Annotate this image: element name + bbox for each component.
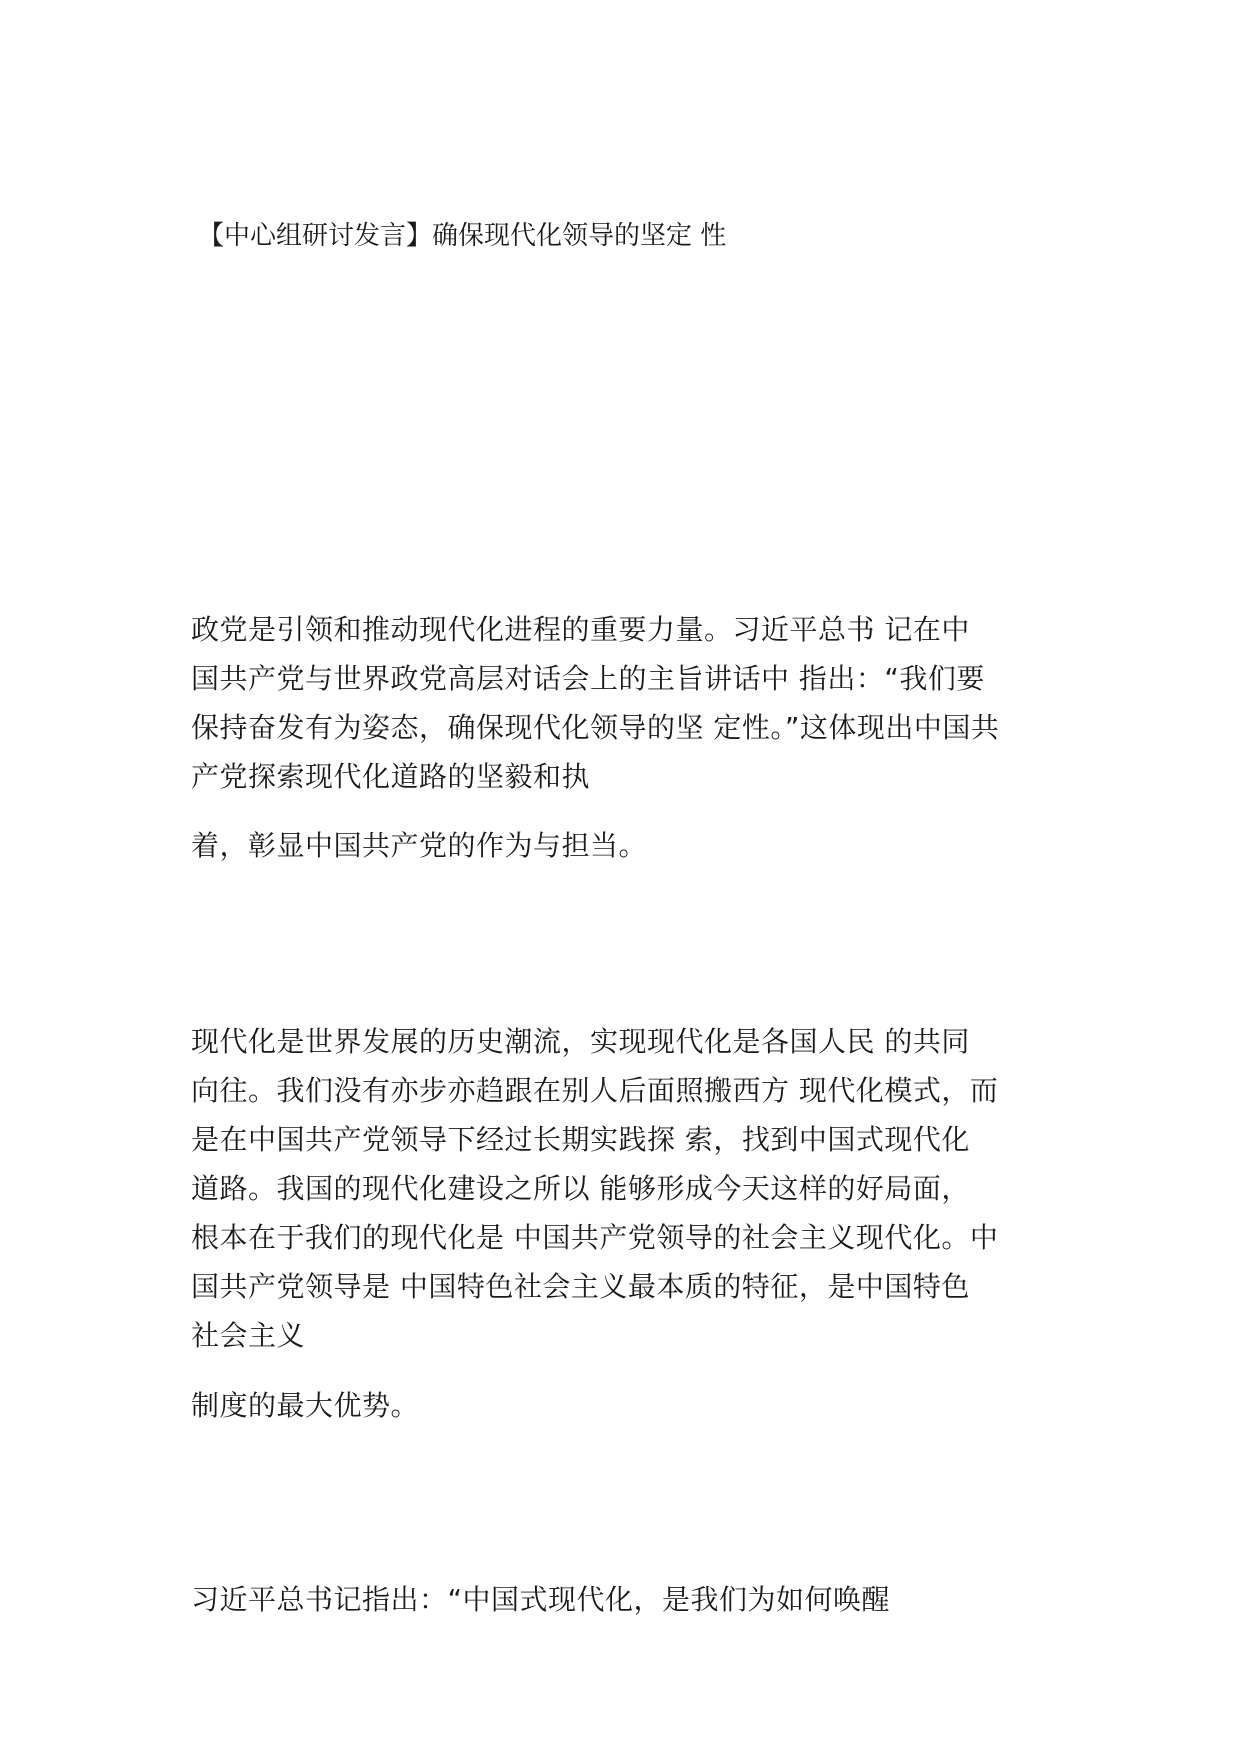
paragraph-line: 政党是引领和推动现代化进程的重要力量。习近平总书 记在中 — [191, 613, 970, 646]
paragraph-line: 国共产党领导是 中国特色社会主义最本质的特征，是中国特色 — [191, 1270, 970, 1303]
paragraph-line: 着，彰显中国共产党的作为与担当。 — [191, 829, 648, 862]
document-title: 【中心组研讨发言】确保现代化领导的坚定 性 — [198, 221, 727, 251]
paragraph-line: 是在中国共产党领导下经过长期实践探 索，找到中国式现代化 — [191, 1123, 970, 1156]
paragraph-line: 习近平总书记指出：“中国式现代化，是我们为如何唤醒 — [191, 1583, 891, 1616]
paragraph-line: 国共产党与世界政党高层对话会上的主旨讲话中 指出：“我们要 — [191, 662, 985, 695]
paragraph-line: 社会主义 — [191, 1319, 306, 1352]
paragraph-line: 根本在于我们的现代化是 中国共产党领导的社会主义现代化。中 — [191, 1221, 999, 1254]
paragraph-line: 现代化是世界发展的历史潮流，实现现代化是各国人民 的共同 — [191, 1025, 970, 1058]
paragraph-line: 保持奋发有为姿态，确保现代化领导的坚 定性。”这体现出中国共 — [191, 711, 1000, 744]
paragraph-line: 制度的最大优势。 — [191, 1389, 420, 1422]
paragraph-line: 产党探索现代化道路的坚毅和执 — [191, 760, 591, 793]
paragraph-line: 道路。我国的现代化建设之所以 能够形成今天这样的好局面， — [191, 1172, 970, 1205]
paragraph-line: 向往。我们没有亦步亦趋跟在别人后面照搬西方 现代化模式，而 — [191, 1074, 999, 1107]
